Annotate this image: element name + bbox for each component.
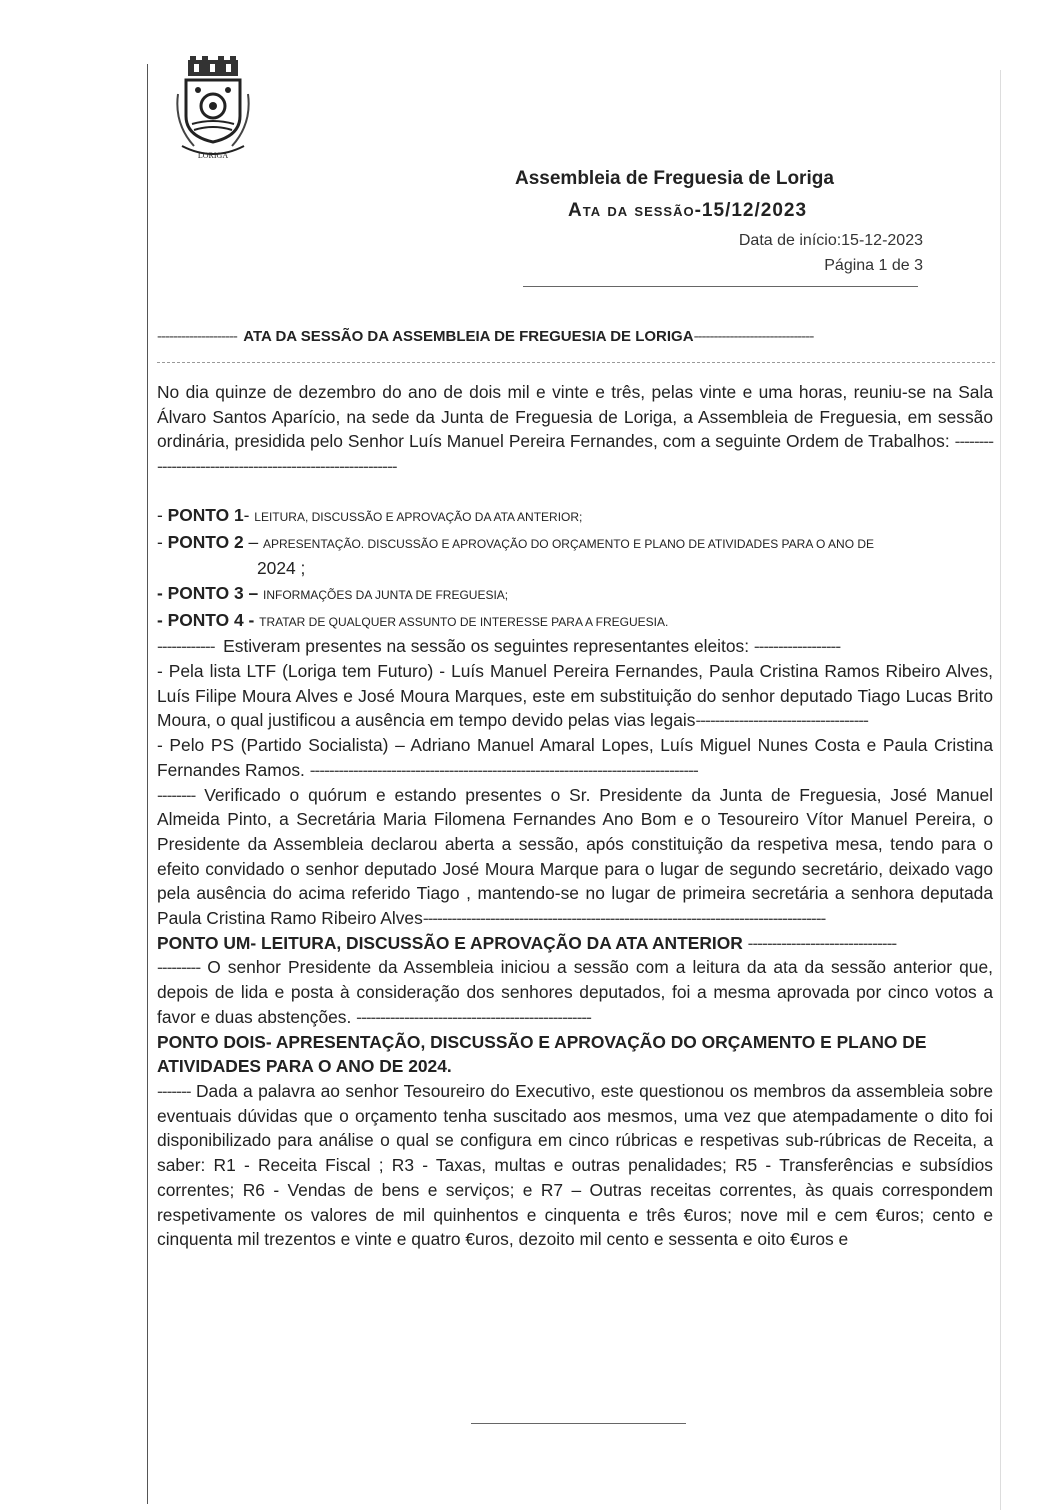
dashed-separator (157, 362, 995, 363)
ponto-um-paragraph: --------- O senhor Presidente da Assembleia iniciou a sessão com a leitura da ata da sessão anterior que, depois de lida e posta à consideração dos senhores deputados, foi a mesma aprovada por cinco votos a favor e duas abstenções. ------------------------------------------------- (157, 957, 993, 1027)
header-rule (523, 286, 918, 287)
svg-text:LORIGA: LORIGA (197, 151, 229, 160)
session-title: Ata da sessão-15/12/2023 (568, 200, 808, 221)
document-body (157, 380, 993, 1252)
loriga-crest-logo (168, 54, 258, 164)
ponto-dois-paragraph: ------- Dada a palavra ao senhor Tesoureiro do Executivo, este questionou os membros da assembleia sobre eventuais dúvidas que o orçamento tenha suscitado aos mesmos, uma vez que atempadamente o dito foi disponibilizado para análise o qual se configura em cinco rúbricas e respetivas sub-rúbricas de Receita, a saber: R1 - Receita Fiscal ; R3 - Taxas, multas e outras penalidades; R5 - Transferências e subsídios correntes; R6 - Vendas de bens e serviços; e R7 – Outras receitas correntes, às quais correspondem respetivamente os valores de mil quinhentos e cinquenta e três €uros; nove mil e cem €uros; cento e cinquenta mil trezentos e vinte e quatro €uros, dezoito mil cento e sessenta e oito €uros e (157, 1080, 994, 1250)
attendees-ltf: - Pela lista LTF (Loriga tem Futuro) - Luís Manuel Pereira Fernandes, Paula Cristina Ramos Ribeiro Alves, Luís Filipe Moura Alves e José Moura Marques, este em substituição do senhor deputado Tiago Lucas Brito Moura, o qual justificou a ausência em tempo devido pelas vias legais------------------------------------ (157, 661, 993, 731)
page-number: Página 1 de 3 (824, 257, 923, 274)
agenda-point-4: - PONTO 4 - TRATAR DE QUALQUER ASSUNTO DE INTERESSE PARA A FREGUESIA. (157, 609, 669, 630)
attendees-intro: ------------ Estiveram presentes na sessão os seguintes representantes eleitos: ------------------ (157, 636, 841, 657)
ponto-dois-heading: PONTO DOIS- APRESENTAÇÃO, DISCUSSÃO E APROVAÇÃO DO ORÇAMENTO E PLANO DE ATIVIDADES PARA O ANO DE 2024. (157, 1031, 927, 1077)
left-margin-line (147, 64, 148, 1504)
footer-rule (471, 1423, 686, 1424)
ponto-um-heading: PONTO UM- LEITURA, DISCUSSÃO E APROVAÇÃO DA ATA ANTERIOR ------------------------------- (157, 932, 897, 953)
intro-paragraph: No dia quinze de dezembro do ano de dois mil e vinte e três, pelas vinte e uma horas, reuniu-se na Sala Álvaro Santos Aparício, na sede da Junta de Freguesia de Loriga, a Assembleia de Freguesia, em sessão ordinária, presidida pelo Senhor Luís Manuel Pereira Fernandes, com a seguinte Ordem de Trabalhos: ---------------------------------------------------------- (157, 382, 993, 477)
assembly-title: Assembleia de Freguesia de Loriga (515, 168, 834, 189)
agenda-point-1: - PONTO 1- LEITURA, DISCUSSÃO E APROVAÇÃO DA ATA ANTERIOR; (157, 504, 583, 525)
quorum-paragraph: -------- Verificado o quórum e estando presentes o Sr. Presidente da Junta de Freguesia, José Manuel Almeida Pinto, a Secretária Maria Filomena Fernandes Ano Bom e o Tesoureiro Vítor Manuel Pereira, o Presidente da Assembleia declarou aberta a sessão, após constituição da respetiva mesa, tendo para o efeito convidado o senhor deputado José Moura Marque para o lugar de segundo secretário, deixado vago pela ausência do acima referido Tiago , mantendo-se no lugar de primeira secretária a senhora deputada Paula Cristina Ramo Ribeiro Alves------------------------------------------------------------------------------------ (157, 784, 993, 929)
agenda-point-2: - PONTO 2 – APRESENTAÇÃO. DISCUSSÃO E APROVAÇÃO DO ORÇAMENTO E PLANO DE ATIVIDADES PARA O ANO DE (157, 531, 875, 552)
start-date: Data de início:15-12-2023 (738, 232, 923, 249)
agenda-point-2-continued: 2024 ; (257, 558, 306, 579)
agenda-point-3: - PONTO 3 – INFORMAÇÕES DA JUNTA DE FREGUESIA; (157, 582, 509, 603)
section-heading: -------------------- ATA DA SESSÃO DA ASSEMBLEIA DE FREGUESIA DE LORIGA------------------------------ (157, 328, 814, 345)
attendees-ps: - Pelo PS (Partido Socialista) – Adriano Manuel Amaral Lopes, Luís Miguel Nunes Costa e Paula Cristina Fernandes Ramos. --------------------------------------------------------------------------------- (157, 735, 993, 780)
right-margin-line (1000, 70, 1001, 1510)
